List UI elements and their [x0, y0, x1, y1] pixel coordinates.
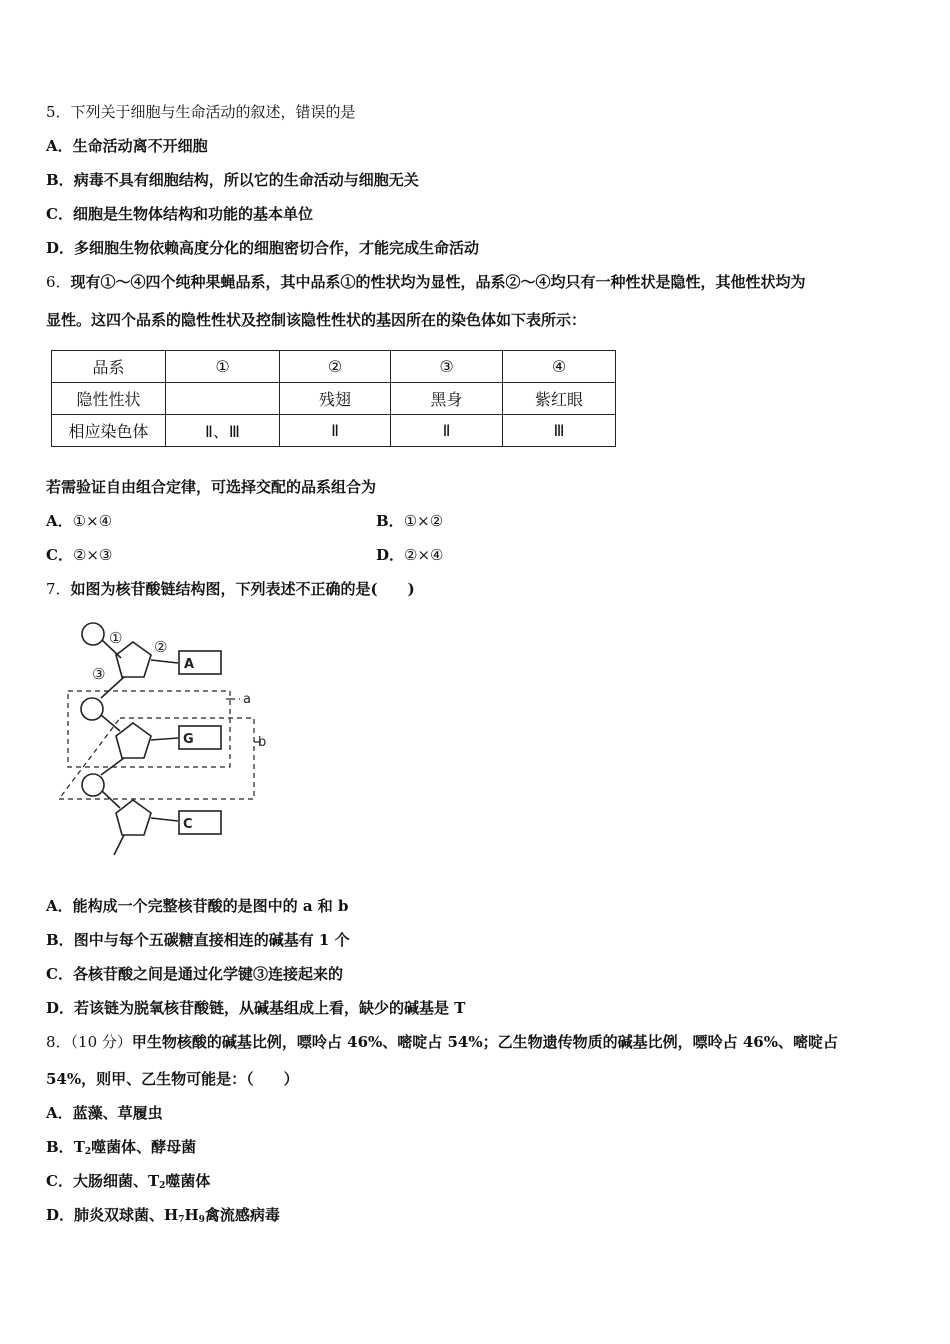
table-cell: Ⅱ、Ⅲ: [166, 415, 280, 447]
option-text: 蓝藻、草履虫: [72, 1104, 163, 1122]
option-text-part: 肺炎双球菌、H: [74, 1206, 179, 1224]
option-label: B．: [376, 512, 404, 530]
option-label: D．: [46, 239, 75, 257]
option-text: ①×②: [403, 512, 444, 530]
option-text: 各核苷酸之间是通过化学键③连接起来的: [72, 965, 343, 983]
option-text: 图中与每个五碳糖直接相连的碱基有 1 个: [73, 931, 350, 949]
q8-option-d[interactable]: [46, 1205, 280, 1225]
q8-option-c[interactable]: [46, 1171, 210, 1191]
q6-option-d[interactable]: [376, 545, 443, 565]
option-label: C．: [46, 546, 73, 564]
table-cell: ②: [280, 351, 391, 383]
option-text: [74, 1138, 196, 1156]
table-cell: 相应染色体: [52, 415, 166, 447]
q8-option-a[interactable]: [46, 1103, 163, 1123]
subscript: 7: [178, 1215, 185, 1225]
table-row: [52, 351, 616, 383]
question-number: 5．: [46, 103, 71, 121]
table-cell: ③: [391, 351, 503, 383]
base-label: C: [183, 817, 193, 832]
table-cell: ④: [503, 351, 616, 383]
option-text: 生命活动离不开细胞: [72, 137, 208, 155]
q7-option-b[interactable]: [46, 930, 350, 950]
option-text: ②×④: [404, 546, 444, 564]
option-label: D．: [46, 999, 75, 1017]
option-label: C．: [46, 1172, 73, 1190]
phosphate-circle: [82, 623, 104, 645]
option-label: C．: [46, 965, 73, 983]
table-cell: Ⅱ: [391, 415, 503, 447]
phosphate-circle: [81, 698, 103, 720]
table-cell: Ⅱ: [280, 415, 391, 447]
q5-option-a[interactable]: [46, 136, 208, 156]
option-text-part: 大肠细菌、T: [72, 1172, 160, 1190]
option-text: ①×④: [72, 512, 113, 530]
table-row: [52, 415, 616, 447]
option-text: ②×③: [72, 546, 113, 564]
option-label: D．: [376, 546, 405, 564]
table-cell: 黑身: [391, 383, 503, 415]
q5-option-b[interactable]: [46, 170, 419, 190]
option-label: A．: [46, 512, 73, 530]
question-number: 6．: [46, 273, 71, 291]
option-text: 细胞是生物体结构和功能的基本单位: [72, 205, 313, 223]
option-text-part: H: [184, 1206, 199, 1224]
pentose-sugar: [116, 723, 151, 758]
subscript: 2: [159, 1181, 166, 1191]
bond-label: ③: [92, 665, 106, 683]
bond-label: ①: [109, 629, 123, 647]
table-cell: 紫红眼: [503, 383, 616, 415]
q5-option-d[interactable]: [46, 238, 479, 258]
q7-option-d[interactable]: [46, 998, 465, 1018]
question-8-stem-line2: 54%，则甲、乙生物可能是：（ ）: [46, 1070, 299, 1088]
table-cell: 隐性性状: [52, 383, 166, 415]
q6-option-a[interactable]: [46, 511, 112, 531]
pentose-sugar: [116, 642, 151, 677]
base-label: G: [183, 732, 194, 747]
option-label: D．: [46, 1206, 75, 1224]
question-score: （10 分）: [70, 1033, 132, 1051]
option-label: C．: [46, 205, 73, 223]
region-a-box: [68, 691, 230, 767]
question-number: 7．: [46, 580, 71, 598]
nucleotide-chain-figure: [46, 605, 286, 867]
option-text: [73, 1172, 210, 1190]
option-text: 多细胞生物依赖高度分化的细胞密切合作，才能完成生命活动: [74, 239, 480, 257]
subscript: 2: [84, 1147, 92, 1157]
option-text: 若该链为脱氧核苷酸链，从碱基组成上看，缺少的碱基是 T: [74, 999, 466, 1017]
option-text-part: 噬菌体: [165, 1172, 211, 1190]
option-label: A．: [46, 897, 73, 915]
table-row: [52, 383, 616, 415]
question-5-stem: [46, 102, 356, 122]
question-text: 现有①～④四个纯种果蝇品系，其中品系①的性状均为显性，品系②～④均只有一种性状是隐性，其他性状均为: [70, 273, 806, 291]
table-cell: 残翅: [280, 383, 391, 415]
table-cell: ①: [166, 351, 280, 383]
question-7-stem: [46, 579, 415, 599]
region-label: b: [258, 735, 267, 750]
question-text: 下列关于细胞与生命活动的叙述，错误的是: [70, 103, 356, 121]
option-text-part: T: [73, 1138, 85, 1156]
option-label: B．: [46, 1138, 74, 1156]
phosphate-circle: [82, 774, 104, 796]
q7-option-c[interactable]: [46, 964, 343, 984]
bond-label: ②: [154, 638, 168, 656]
pentose-sugar: [116, 800, 151, 835]
region-label: a: [243, 692, 251, 707]
table-cell: [166, 383, 280, 415]
option-text: 病毒不具有细胞结构，所以它的生命活动与细胞无关: [73, 171, 419, 189]
option-label: A．: [46, 137, 73, 155]
option-label: A．: [46, 1104, 73, 1122]
option-text-part: 噬菌体、酵母菌: [91, 1138, 197, 1156]
base-label: A: [184, 657, 195, 672]
option-text-part: 禽流感病毒: [204, 1206, 280, 1224]
question-6-stem: [46, 272, 806, 292]
question-number: 8．: [46, 1033, 71, 1051]
q8-option-b[interactable]: [46, 1137, 196, 1157]
subscript: 9: [198, 1215, 205, 1225]
region-b-box: [59, 718, 254, 799]
q7-option-a[interactable]: [46, 896, 349, 916]
gene-table: [51, 350, 616, 447]
q6-option-b[interactable]: [376, 511, 443, 531]
question-text: 甲生物核酸的碱基比例，嘌呤占 46%、嘧啶占 54%；乙生物遗传物质的碱基比例，嘌呤占 46%、嘧啶占: [131, 1033, 838, 1051]
table-cell: Ⅲ: [503, 415, 616, 447]
option-text: 能构成一个完整核苷酸的是图中的 a 和 b: [72, 897, 349, 915]
question-6-stem-line2: 显性。这四个品系的隐性性状及控制该隐性性状的基因所在的染色体如下表所示：: [46, 311, 587, 329]
question-text: 如图为核苷酸链结构图，下列表述不正确的是( ): [70, 580, 415, 598]
question-6-followup: 若需验证自由组合定律，可选择交配的品系组合为: [46, 478, 377, 496]
option-label: B．: [46, 931, 74, 949]
q6-option-c[interactable]: [46, 545, 112, 565]
question-8-stem: [46, 1032, 838, 1052]
table-cell: 品系: [52, 351, 166, 383]
option-text: [74, 1206, 280, 1224]
q5-option-c[interactable]: [46, 204, 313, 224]
option-label: B．: [46, 171, 74, 189]
